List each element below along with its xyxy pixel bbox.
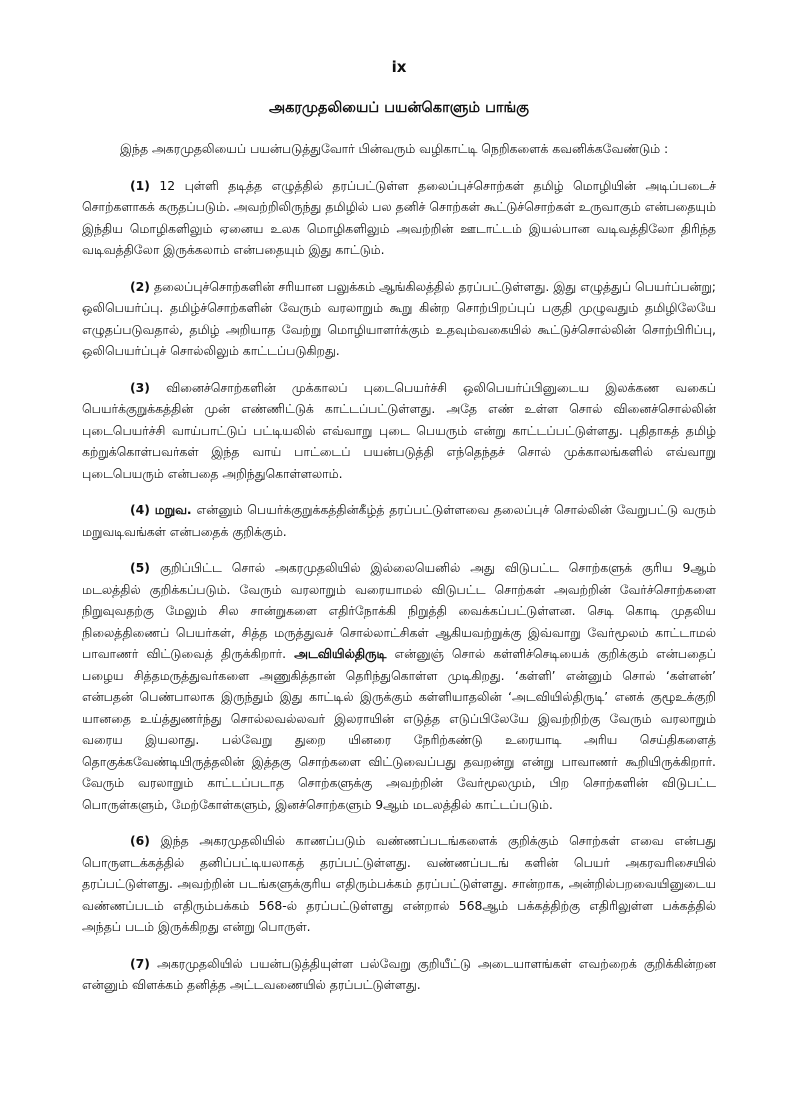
paragraph-6	[82, 830, 716, 938]
paragraph-text: அகரமுதலியில் பயன்படுத்தியுள்ள பல்வேறு குறியீட்டு அடையாளங்கள் எவற்றைக் குறிக்கின்றன என்னும் விளக்கம் தனித்த அட்டவணையில் தரப்பட்டுள்ளது.	[82, 955, 716, 992]
paragraph-7	[82, 953, 716, 996]
paragraph-text: தலைப்புச்சொற்களின் சரியான பலுக்கம் ஆங்கிலத்தில் தரப்பட்டுள்ளது. இது எழுத்துப் பெயர்ப்பன்று; ஒலிபெயர்ப்பு. தமிழ்ச்சொற்களின் வேரும் வரலாறும் கூறு கின்ற சொற்பிறப்புப் பகுதி முழுவதும் தமிழிலேயே எழுதப்படுவதால், தமிழ் அறியாத வேற்று மொழியாளர்க்கும் உதவும்வகையில் கூட்டுச்சொல்லின் சொற்பிரிப்பு, ஒலிபெயர்ப்புச் சொல்லிலும் காட்டப்படுகிறது.	[82, 278, 716, 358]
paragraph-text: வினைச்சொற்களின் முக்காலப் புடைபெயர்ச்சி ஒலிபெயர்ப்பினுடைய இலக்கண வகைப் பெயர்க்குறுக்கத்தின் முன் எண்ணிட்டுக் காட்டப்பட்டுள்ளது. அதே எண் உள்ள சொல் வினைச்சொல்லின் புடைபெயர்ச்சி வாய்பாட்டுப் பட்டியலில் எவ்வாறு புடை பெயரும் என்று காட்டப்பட்டுள்ளது. புதிதாகத் தமிழ் கற்றுக்கொள்பவர்கள் இந்த வாய் பாட்டைப் பயன்படுத்தி எந்தெந்தச் சொல் முக்காலங்களில் எவ்வாறு புடைபெயரும் என்பதை அறிந்துகொள்ளலாம்.	[82, 379, 716, 481]
paragraph-number: (7)	[130, 955, 150, 971]
intro-paragraph: இந்த அகரமுதலியைப் பயன்படுத்துவோர் பின்வரும் வழிகாட்டி நெறிகளைக் கவனிக்கவேண்டும் :	[120, 141, 669, 156]
paragraph-text: என்னும் பெயர்க்குறுக்கத்தின்கீழ்த் தரப்பட்டுள்ளவை தலைப்புச் சொல்லின் வேறுபட்டு வரும் மறுவடிவங்கள் என்பதைக் குறிக்கும்.	[82, 502, 716, 539]
term-marker: மறுவ.	[154, 502, 192, 517]
paragraph-1	[82, 175, 716, 261]
paragraph-number: (5)	[130, 560, 150, 575]
paragraph-text: இந்த அகரமுதலியில் காணப்படும் வண்ணப்படங்களைக் குறிக்கும் சொற்கள் எவை என்பது பொருளடக்கத்தில் தனிப்பட்டியலாகத் தரப்பட்டுள்ளது. வண்ணப்படங் களின் பெயர் அகரவரிசையில் தரப்பட்டுள்ளது. அவற்றின் படங்களுக்குரிய எதிரும்பக்கம் தரப்பட்டுள்ளது. சான்றாக, அன்றில்பறவையினுடைய வண்ணப்படம் எதிரும்பக்கம் 568-ல் தரப்பட்டுள்ளது என்றால் 568ஆம் பக்கத்திற்கு எதிரிலுள்ள பக்கத்தில் அந்தப் படம் இருக்கிறது என்று பொருள்.	[82, 833, 716, 934]
page-number: ix	[391, 58, 407, 76]
paragraph-text: என்னுஞ் சொல் கள்ளிச்செடியைக் குறிக்கும் என்பதைப் பழைய சித்தமருத்துவர்களை அணுகித்தான் தெரிந்துகொள்ள முடிகிறது. ‘கள்ளி’ என்னும் சொல் ‘கள்ளன்’ என்பதன் பெண்பாலாக இருந்தும் இது காட்டில் இருக்கும் கள்ளியாதலின் ‘அடவியில்திருடி’ எனக் குழூஉக்குறி யானதை உய்த்துணர்ந்து சொல்லவல்லவர் இலராயின் எடுத்த எடுப்பிலேயே இவற்றிற்கு வேரும் வரலாறும் வரைய இயலாது. பல்வேறு துறை யினரை நேரிற்கண்டு உரையாடி அரிய செய்திகளைத் தொகுக்கவேண்டியிருத்தலின் இத்தகு சொற்களை விட்டுவைப்பது தவறன்று என்று பாவாணர் கூறியிருக்கிறார். வேரும் வரலாறும் காட்டப்படாத சொற்களுக்கு அவற்றின் வேர்மூலமும், பிற சொற்களின் விடுபட்ட பொருள்களும், மேற்கோள்களும், இனச்சொற்களும் 9ஆம் மடலத்தில் காட்டப்படும்.	[82, 646, 716, 812]
paragraph-number: (3)	[130, 379, 150, 395]
paragraph-text: குறிப்பிட்ட சொல் அகரமுதலியில் இல்லையெனில் அது விடுபட்ட சொற்களுக் குரிய 9ஆம் மடலத்தில் குறிக்கப்படும். வேரும் வரலாறும் வரையாமல் விடுபட்ட சொற்கள் அவற்றின் வேர்ச்சொற்களை நிறுவுவதற்கு மேலும் சில சான்றுகளை எதிர்நோக்கி நிறுத்தி வைக்கப்பட்டுள்ளன. செடி கொடி முதலிய நிலைத்திணைப் பெயர்கள், சித்த மருத்துவச் சொல்லாட்சிகள் ஆகியவற்றுக்கு இவ்வாறு வேர்மூலம் காட்டாமல் பாவாணர் விட்டுவைத் திருக்கிறார்.	[82, 560, 716, 661]
paragraph-2	[82, 276, 716, 362]
paragraph-number: (1)	[130, 177, 150, 193]
page-title: அகரமுதலியைப் பயன்கொளும் பாங்கு	[269, 100, 529, 116]
paragraph-number: (6)	[130, 833, 150, 848]
paragraph-5	[82, 557, 716, 815]
highlighted-term: அடவியில்திருடி	[294, 646, 387, 661]
paragraph-number: (2)	[130, 278, 150, 294]
paragraph-number: (4)	[130, 502, 150, 517]
paragraph-4	[82, 499, 716, 542]
paragraph-3	[82, 377, 716, 485]
paragraph-text: 12 புள்ளி தடித்த எழுத்தில் தரப்பட்டுள்ள தலைப்புச்சொற்கள் தமிழ் மொழியின் அடிப்படைச் சொற்களாகக் கருதப்படும். அவற்றிலிருந்து தமிழில் பல தனிச் சொற்கள் கூட்டுச்சொற்கள் உருவாகும் என்பதையும் இந்திய மொழிகளிலும் ஏனைய உலக மொழிகளிலும் அவற்றின் ஊடாட்டம் இயல்பான வடிவத்திலோ திரிந்த வடிவத்திலோ இருக்கலாம் என்பதையும் இது காட்டும்.	[82, 177, 716, 257]
